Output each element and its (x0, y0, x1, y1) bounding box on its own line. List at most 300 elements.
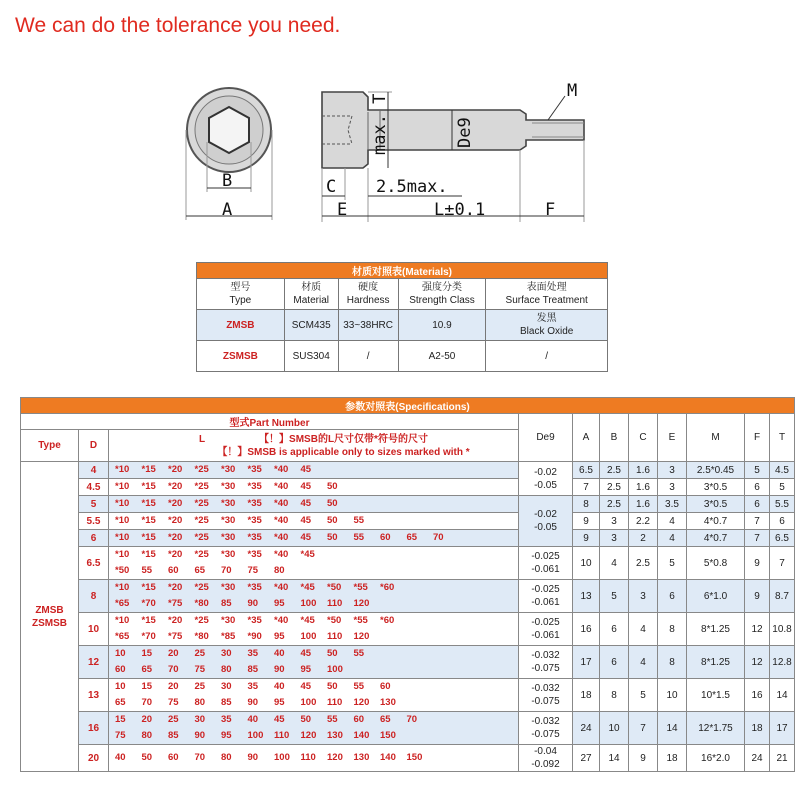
l-value: *35 (247, 498, 262, 509)
l-value: *15 (141, 549, 156, 560)
l-value: *45 (300, 582, 315, 593)
l-value: *30 (221, 532, 236, 543)
materials-cell-hardness: 33~38HRC (338, 310, 398, 341)
spec-b-value: 4 (600, 547, 629, 580)
l-value: *55 (353, 582, 368, 593)
spec-a-value: 8 (573, 496, 600, 513)
l-value: 65 (380, 714, 391, 725)
spec-f-value: 12 (745, 646, 770, 679)
surface-line: / (545, 350, 549, 362)
l-values-line (115, 613, 518, 629)
l-value: 140 (353, 730, 370, 741)
l-value: 55 (353, 515, 365, 526)
l-value: 20 (168, 681, 179, 692)
l-value: *45 (300, 549, 315, 560)
l-value: *80 (194, 598, 209, 609)
spec-f-value: 5 (745, 462, 770, 479)
materials-header-0 (197, 279, 285, 310)
l-value: 80 (221, 752, 232, 763)
l-value: 120 (353, 697, 370, 708)
tolerance-line: -0.061 (531, 564, 560, 575)
spec-a-value: 7 (573, 479, 600, 496)
spec-m-value: 5*0.8 (687, 547, 745, 580)
l-values-line (115, 662, 518, 678)
l-value: *20 (168, 464, 183, 475)
l-value: *20 (168, 615, 183, 626)
l-value: 55 (353, 648, 365, 659)
l-value: *70 (141, 598, 156, 609)
materials-header-line: 表面处理 (526, 282, 567, 293)
l-value: 40 (274, 648, 285, 659)
l-value: 65 (194, 565, 206, 576)
spec-b-value: 10 (600, 712, 629, 745)
dim-label-c: C (326, 177, 337, 197)
l-value: *10 (115, 481, 130, 492)
l-value: 95 (274, 697, 285, 708)
spec-t-value: 5 (770, 479, 795, 496)
tolerance-line: -0.04 (534, 746, 557, 757)
l-value: 30 (221, 648, 232, 659)
spec-row (21, 462, 795, 479)
l-value: 130 (327, 730, 343, 741)
materials-header-line: 型号 (230, 282, 251, 293)
materials-cell-material: SUS304 (284, 341, 338, 372)
spec-a-value: 13 (573, 580, 600, 613)
materials-header-1 (284, 279, 338, 310)
l-value: 55 (353, 681, 365, 692)
spec-a-value: 24 (573, 712, 600, 745)
dim-label-max-t: max. T (370, 93, 390, 155)
spec-b-value: 8 (600, 679, 629, 712)
spec-b-value: 2.5 (600, 496, 629, 513)
l-value: 80 (274, 565, 285, 576)
d-value: 12 (79, 646, 109, 679)
surface-line: Black Oxide (520, 326, 574, 337)
l-values (109, 479, 519, 496)
spec-c-value: 4 (629, 613, 658, 646)
l-value: 70 (168, 664, 179, 675)
l-values-line (115, 679, 518, 695)
spec-a-value: 17 (573, 646, 600, 679)
l-value: 60 (353, 714, 365, 725)
l-value: 90 (274, 664, 285, 675)
spec-t-value: 4.5 (770, 462, 795, 479)
spec-e-value: 8 (658, 613, 687, 646)
col-header-e: E (658, 414, 687, 462)
materials-header-line: Surface Treatment (505, 295, 588, 306)
l-value: 60 (115, 664, 126, 675)
materials-header-line: Material (293, 295, 329, 306)
de9-tolerance (519, 745, 573, 772)
l-value: 90 (247, 598, 259, 609)
tolerance-line: -0.02 (534, 509, 557, 520)
l-value: *15 (141, 481, 156, 492)
l-value: *35 (247, 532, 262, 543)
l-value: 95 (221, 730, 232, 741)
d-value: 6 (79, 530, 109, 547)
l-values-line (115, 580, 518, 596)
spec-e-value: 4 (658, 513, 687, 530)
l-value: *15 (141, 532, 156, 543)
spec-m-value: 8*1.25 (687, 646, 745, 679)
l-value: 10 (115, 648, 126, 659)
tolerance-line: -0.075 (531, 696, 560, 707)
l-value: 85 (221, 697, 232, 708)
spec-row (21, 712, 795, 745)
l-value: 90 (247, 697, 259, 708)
l-value: *35 (247, 464, 262, 475)
l-note-en: 【！】SMSB is applicable only to sizes marked with * (217, 446, 470, 458)
spec-c-value: 2.2 (629, 513, 658, 530)
spec-c-value: 3 (629, 580, 658, 613)
spec-a-value: 18 (573, 679, 600, 712)
l-value: 40 (115, 752, 126, 763)
l-value: *40 (274, 549, 289, 560)
l-value: 120 (327, 752, 343, 763)
spec-f-value: 7 (745, 530, 770, 547)
l-values (109, 613, 519, 646)
spec-t-value: 12.8 (770, 646, 795, 679)
spec-t-value: 7 (770, 547, 795, 580)
l-value: *50 (327, 615, 342, 626)
l-value: 120 (300, 730, 317, 741)
l-value: 110 (327, 697, 343, 708)
l-value: *30 (221, 549, 236, 560)
l-value: *35 (247, 549, 262, 560)
materials-cell-surface (486, 310, 608, 341)
spec-m-value: 2.5*0.45 (687, 462, 745, 479)
spec-e-value: 18 (658, 745, 687, 772)
l-value: 40 (247, 714, 259, 725)
spec-a-value: 9 (573, 530, 600, 547)
de9-tolerance (519, 613, 573, 646)
l-value: *65 (115, 631, 130, 642)
l-value: *25 (194, 615, 209, 626)
dim-label-2-5max: 2.5max. (376, 177, 448, 197)
l-value: 60 (168, 752, 179, 763)
spec-m-value: 6*1.0 (687, 580, 745, 613)
spec-c-value: 7 (629, 712, 658, 745)
l-value: 70 (221, 565, 232, 576)
tolerance-line: -0.025 (531, 584, 560, 595)
materials-header-line: Type (229, 295, 252, 306)
l-value: 50 (141, 752, 153, 763)
spec-c-value: 2.5 (629, 547, 658, 580)
d-value: 13 (79, 679, 109, 712)
l-value: *25 (194, 549, 209, 560)
spec-a-value: 6.5 (573, 462, 600, 479)
dim-label-a: A (222, 200, 233, 220)
l-value: 50 (327, 515, 338, 526)
l-value: 20 (141, 714, 153, 725)
de9-tolerance (519, 496, 573, 547)
de9-tolerance (519, 580, 573, 613)
l-value: 50 (300, 714, 312, 725)
l-value: *25 (194, 481, 209, 492)
l-value: 15 (141, 648, 153, 659)
l-value: *10 (115, 532, 130, 543)
de9-tolerance (519, 679, 573, 712)
spec-f-value: 24 (745, 745, 770, 772)
l-value: *65 (115, 598, 130, 609)
spec-e-value: 3.5 (658, 496, 687, 513)
materials-header-2 (338, 279, 398, 310)
l-value: *60 (380, 615, 395, 626)
l-value: *60 (380, 582, 395, 593)
l-value: 10 (115, 681, 126, 692)
l-value: *40 (274, 582, 289, 593)
headline: We can do the tolerance you need. (15, 14, 341, 37)
l-value: 25 (194, 681, 206, 692)
spec-m-value: 3*0.5 (687, 479, 745, 496)
l-value: 45 (300, 681, 312, 692)
spec-t-value: 10.8 (770, 613, 795, 646)
l-value: *35 (247, 515, 262, 526)
l-value: 150 (406, 752, 423, 763)
l-value: 55 (141, 565, 153, 576)
l-value: 15 (115, 714, 126, 725)
l-value: 110 (274, 730, 290, 741)
spec-f-value: 6 (745, 479, 770, 496)
l-value: *15 (141, 515, 156, 526)
type-value-line: ZSMSB (32, 617, 67, 629)
materials-header-line: Hardness (346, 295, 390, 306)
type-value-line: ZMSB (35, 604, 64, 616)
d-value: 10 (79, 613, 109, 646)
l-value: 65 (115, 697, 126, 708)
l-value: 150 (380, 730, 396, 741)
spec-row (21, 679, 795, 712)
tolerance-line: -0.025 (531, 551, 560, 562)
materials-cell-surface (486, 341, 608, 372)
surface-line: 发黑 (536, 313, 557, 324)
dim-label-m: M (567, 81, 578, 101)
dim-label-l: L±0.1 (434, 200, 486, 220)
l-values-line (115, 596, 518, 612)
l-value: 130 (353, 752, 370, 763)
d-value: 20 (79, 745, 109, 772)
l-value: 70 (406, 714, 418, 725)
tolerance-line: -0.05 (534, 522, 557, 533)
l-value: 65 (141, 664, 153, 675)
l-value: *35 (247, 481, 262, 492)
de9-tolerance (519, 646, 573, 679)
spec-row (21, 496, 795, 513)
spec-c-value: 4 (629, 646, 658, 679)
l-value: 75 (247, 565, 259, 576)
l-values (109, 679, 519, 712)
l-value: 45 (300, 648, 312, 659)
col-header-a: A (573, 414, 600, 462)
spec-m-value: 12*1.75 (687, 712, 745, 745)
l-values-line (115, 530, 518, 546)
de9-tolerance (519, 462, 573, 496)
l-value: 35 (221, 714, 232, 725)
l-label: L (199, 433, 206, 445)
l-value: 100 (327, 664, 343, 675)
l-value: *30 (221, 481, 236, 492)
l-value: 70 (141, 697, 153, 708)
l-value: *50 (327, 582, 342, 593)
l-values-line (115, 629, 518, 645)
l-value: *10 (115, 549, 130, 560)
l-value: *40 (274, 532, 289, 543)
l-value: *15 (141, 498, 156, 509)
de9-tolerance (519, 712, 573, 745)
l-values (109, 513, 519, 530)
l-value: 70 (194, 752, 206, 763)
spec-row (21, 580, 795, 613)
spec-e-value: 14 (658, 712, 687, 745)
spec-e-value: 3 (658, 462, 687, 479)
l-value: *40 (274, 481, 289, 492)
l-value: *15 (141, 582, 156, 593)
l-value: *10 (115, 515, 130, 526)
spec-m-value: 10*1.5 (687, 679, 745, 712)
l-value: *25 (194, 532, 209, 543)
spec-e-value: 5 (658, 547, 687, 580)
l-value: *10 (115, 582, 130, 593)
l-value: 65 (406, 532, 418, 543)
l-value: *25 (194, 464, 209, 475)
l-value: 80 (221, 664, 232, 675)
spec-t-value: 17 (770, 712, 795, 745)
l-value: 55 (353, 532, 365, 543)
spec-a-value: 16 (573, 613, 600, 646)
l-value: 110 (327, 598, 343, 609)
l-value: 100 (300, 631, 317, 642)
spec-c-value: 1.6 (629, 479, 658, 496)
spec-b-value: 6 (600, 646, 629, 679)
l-values-line (115, 547, 518, 563)
spec-row (21, 530, 795, 547)
l-value: 100 (247, 730, 264, 741)
l-value: *70 (141, 631, 156, 642)
type-value (21, 462, 79, 772)
l-value: 60 (380, 532, 391, 543)
materials-cell-material: SCM435 (284, 310, 338, 341)
spec-f-value: 7 (745, 513, 770, 530)
l-value: *35 (247, 582, 262, 593)
tolerance-line: -0.092 (531, 759, 560, 770)
spec-f-value: 9 (745, 580, 770, 613)
l-value: 60 (168, 565, 179, 576)
l-values-line (115, 462, 518, 478)
part-number-header: 型式Part Number (21, 414, 519, 430)
l-value: 140 (380, 752, 396, 763)
bolt-side-view (322, 81, 584, 222)
tolerance-line: -0.032 (531, 650, 560, 661)
l-value: *40 (274, 464, 289, 475)
spec-a-value: 10 (573, 547, 600, 580)
spec-c-value: 2 (629, 530, 658, 547)
spec-b-value: 3 (600, 530, 629, 547)
l-value: 80 (194, 697, 206, 708)
spec-e-value: 3 (658, 479, 687, 496)
l-value: 45 (300, 498, 312, 509)
l-value: 75 (194, 664, 206, 675)
spec-c-value: 1.6 (629, 496, 658, 513)
spec-c-value: 1.6 (629, 462, 658, 479)
d-value: 16 (79, 712, 109, 745)
spec-f-value: 16 (745, 679, 770, 712)
l-value: 35 (247, 648, 259, 659)
materials-header-line: 硬度 (358, 282, 379, 293)
l-values (109, 646, 519, 679)
l-value: 50 (327, 481, 338, 492)
l-value: *85 (221, 631, 236, 642)
l-value: *15 (141, 615, 156, 626)
d-header: D (79, 430, 109, 462)
d-value: 4.5 (79, 479, 109, 496)
materials-table (196, 262, 608, 372)
l-values-line (115, 712, 518, 728)
spec-row (21, 547, 795, 580)
spec-f-value: 9 (745, 547, 770, 580)
l-value: 15 (141, 681, 153, 692)
l-values-line (115, 750, 518, 766)
l-value: *20 (168, 498, 183, 509)
col-header-b: B (600, 414, 629, 462)
l-value: *45 (300, 615, 315, 626)
l-value: 50 (327, 532, 338, 543)
l-value: 50 (327, 648, 338, 659)
l-value: 120 (353, 631, 370, 642)
l-value: *35 (247, 615, 262, 626)
l-value: 130 (380, 697, 396, 708)
spec-b-value: 2.5 (600, 462, 629, 479)
l-value: 85 (221, 598, 232, 609)
dim-label-e: E (337, 200, 348, 220)
l-values (109, 745, 519, 772)
specifications-table (20, 397, 795, 772)
col-header-c: C (629, 414, 658, 462)
l-value: *20 (168, 582, 183, 593)
shoulder-bolt-drawing (0, 70, 800, 230)
l-value: *40 (274, 515, 289, 526)
l-value: 40 (274, 681, 285, 692)
spec-f-value: 6 (745, 496, 770, 513)
d-value: 6.5 (79, 547, 109, 580)
l-value: 70 (433, 532, 444, 543)
dim-label-f: F (545, 200, 556, 220)
l-value: 120 (353, 598, 370, 609)
l-value: 110 (300, 752, 316, 763)
materials-header-line: 材质 (301, 282, 322, 293)
l-value: 50 (327, 498, 338, 509)
l-value: 35 (247, 681, 259, 692)
tolerance-line: -0.025 (531, 617, 560, 628)
spec-t-value: 21 (770, 745, 795, 772)
l-values (109, 580, 519, 613)
l-value: *25 (194, 498, 209, 509)
tolerance-line: -0.075 (531, 663, 560, 674)
l-value: *25 (194, 582, 209, 593)
l-value: *80 (194, 631, 209, 642)
l-value: *20 (168, 515, 183, 526)
tolerance-line: -0.061 (531, 597, 560, 608)
l-value: 85 (168, 730, 179, 741)
l-value: *75 (168, 598, 183, 609)
l-value: *75 (168, 631, 183, 642)
l-header (109, 430, 519, 462)
dim-label-de9: De9 (455, 117, 475, 148)
l-note-cn: 【！】SMSB的L尺寸仅带*符号的尺寸 (259, 433, 428, 445)
l-value: 100 (300, 697, 317, 708)
spec-t-value: 6 (770, 513, 795, 530)
l-values-line (115, 646, 518, 662)
l-value: 30 (194, 714, 206, 725)
